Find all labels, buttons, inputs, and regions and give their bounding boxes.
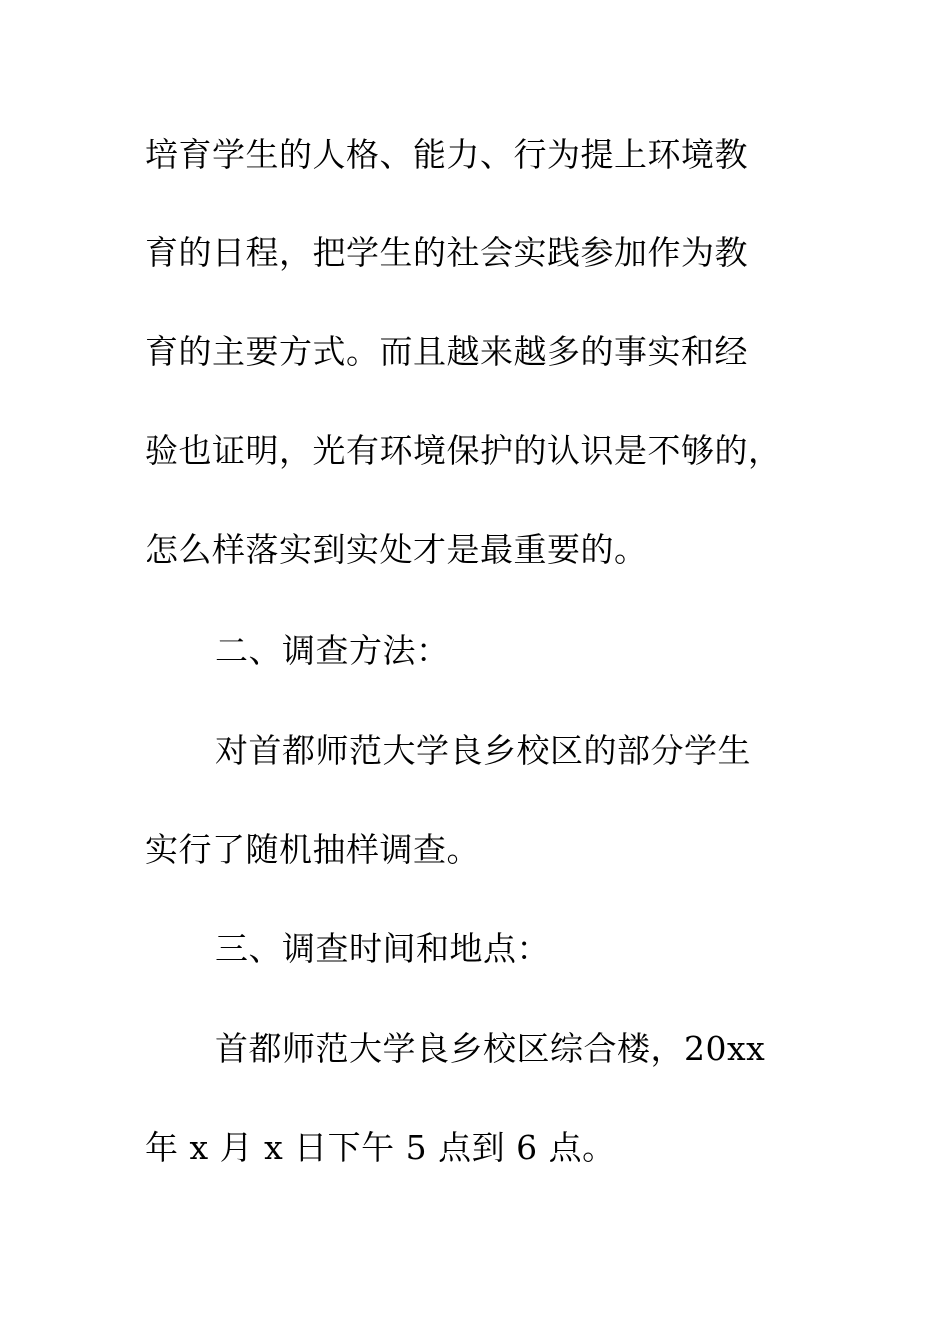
paragraph-line: 实行了随机抽样调查。 bbox=[145, 830, 480, 869]
section-heading: 二、调查方法： bbox=[215, 631, 450, 670]
paragraph-line: 怎么样落实到实处才是最重要的。 bbox=[145, 530, 648, 569]
paragraph-line: 育的主要方式。而且越来越多的事实和经 bbox=[145, 332, 748, 371]
paragraph-line: 育的日程，把学生的社会实践参加作为教 bbox=[145, 233, 748, 272]
paragraph-line: 首都师范大学良乡校区综合楼，20xx bbox=[215, 1029, 766, 1068]
section-heading: 三、调查时间和地点： bbox=[215, 929, 550, 968]
paragraph-line: 培育学生的人格、能力、行为提上环境教 bbox=[145, 135, 748, 174]
paragraph-line: 年 x 月 x 日下午 5 点到 6 点。 bbox=[145, 1128, 616, 1167]
paragraph-line: 对首都师范大学良乡校区的部分学生 bbox=[215, 731, 751, 770]
paragraph-line: 验也证明，光有环境保护的认识是不够的， bbox=[145, 431, 782, 470]
